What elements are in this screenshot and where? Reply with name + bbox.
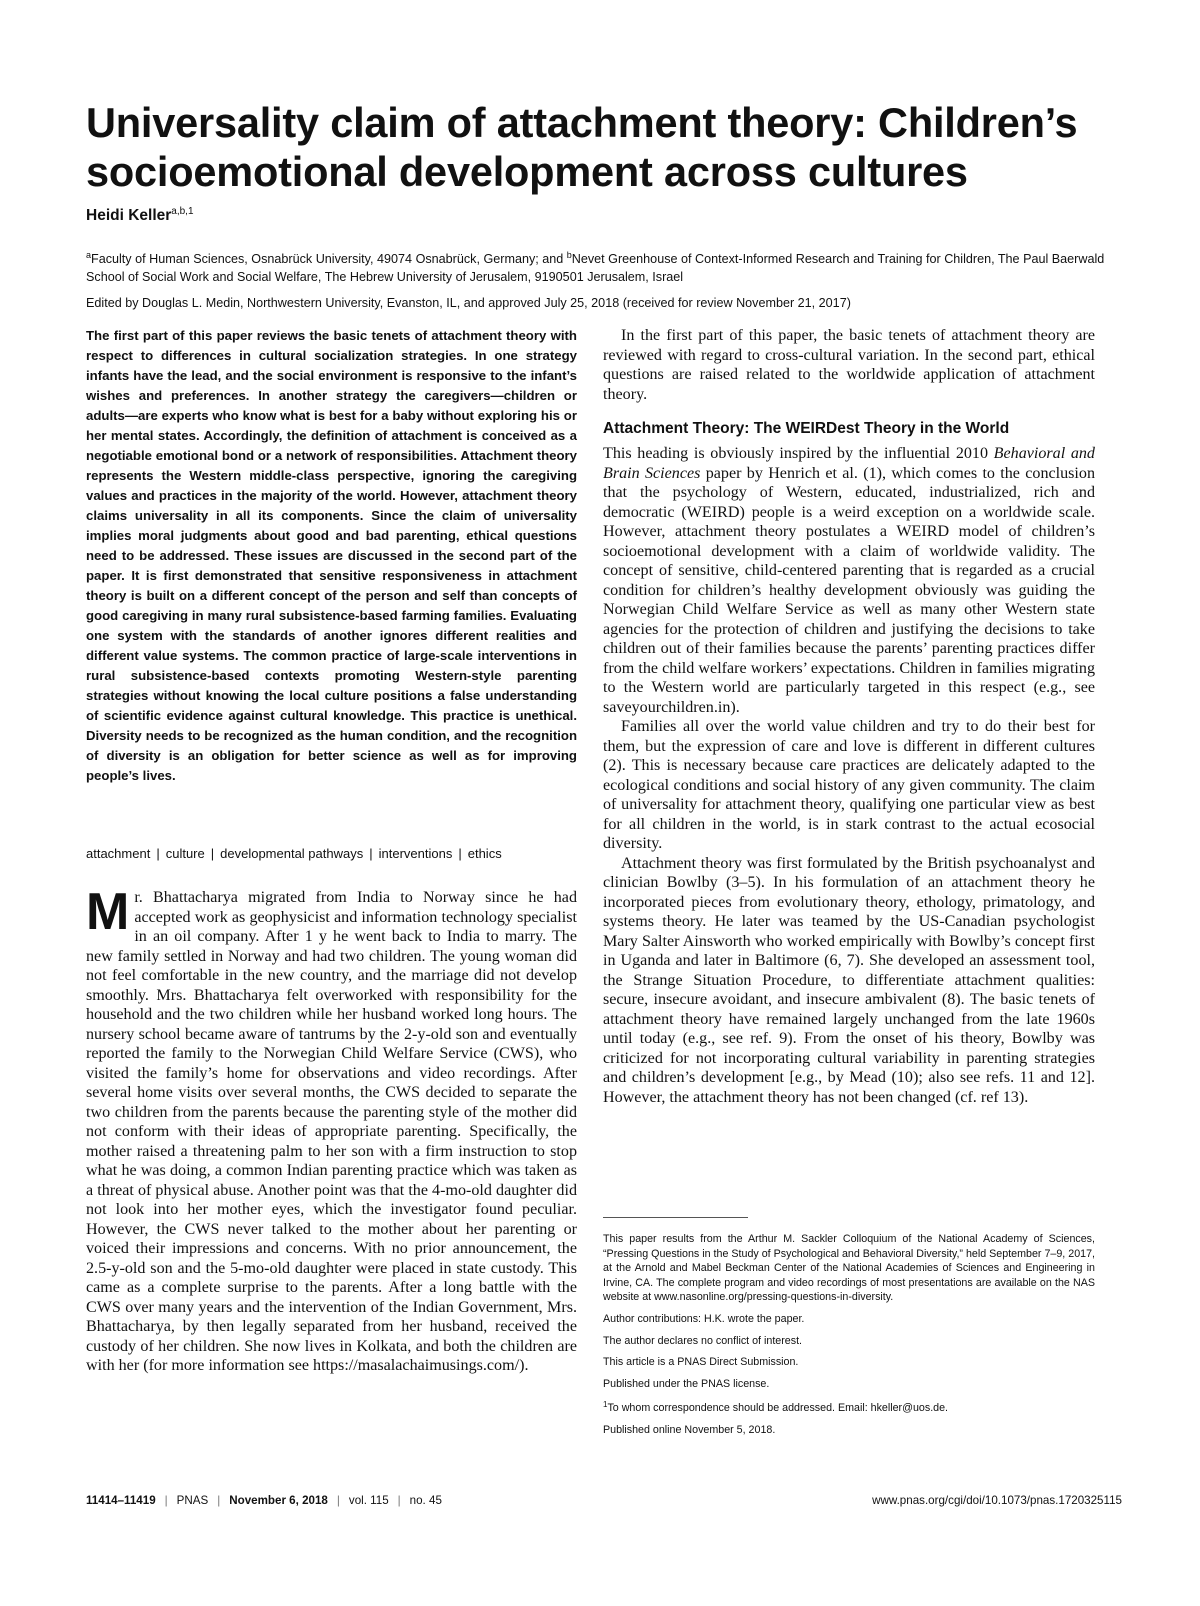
footer-volume: vol. 115 [348,1494,389,1507]
author-line [86,206,194,225]
affiliation-a-mark: a [86,250,92,260]
body-text: This heading is obviously inspired by the influential 2010 [603,445,994,462]
footer-date: November 6, 2018 [229,1494,328,1507]
intro-story-paragraph [86,883,577,1376]
body-text: paper by Henrich et al. (1), which comes to the conclusion that the psychology of Western, educated, industrialized, rich and democratic (WEIRD) people is a weird exception on a worldwide scale. However, attachment theory postulates a WEIRD model of children’s socioemotional development with a claim of worldwide validity. The concept of sensitive, child-centered parenting that is regarded as a crucial condition for children’s healthy development obviously was guiding the Norwegian Child Welfare Service as well as many other Western state agencies for the protection of children and justifying the decisions to take children out of their families because the parents’ parenting practices differ from the child welfare workers’ expectations. Children in families migrating to the Western world are particularly targeted in this respect (e.g., see saveyourchildren.in). [603,464,1095,716]
body-paragraph: Attachment theory was first formulated by the British psychoanalyst and clinician Bowlby (3–5). In his formulation of an attachment theory he incorporated pieces from evolutionary theory, ethology, primatology, and systems theory. He later was teamed by the US-Canadian psychologist Mary Salter Ainsworth who worked empirically with Bowlby’s concept first in Uganda and later in Baltimore (6, 7). She developed an assessment tool, the Strange Situation Procedure, to differentiate attachment qualities: secure, insecure avoidant, and insecure ambivalent (8). The basic tenets of attachment theory have remained largely unchanged from the late 1960s until today (e.g., see ref. 9). From the onset of his theory, Bowlby was criticized for not incorporating cultural variability in parenting strategies and children’s development [e.g., by Mead (10); also see refs. 11 and 12]. However, the attachment theory has not been changed (cf. ref 13). [603,854,1095,1106]
section-heading: Attachment Theory: The WEIRDest Theory in the World [603,420,1010,437]
footnote-license: Published under the PNAS license. [603,1377,770,1390]
body-paragraph: Families all over the world value children and try to do their best for them, but the expression of care and love is different in different cultures (2). This is necessary because care practices are delicately adapted to the ecological conditions and social history of any given community. The claim of universality for attachment theory, qualifying one particular view as best for all children in the world, is in stark contrast to the actual ecosocial diversity. [603,718,1095,852]
footnote-conflict: The author declares no conflict of interest. [603,1334,803,1347]
correspondence-mark: 1 [603,1400,608,1410]
abstract: The first part of this paper reviews the basic tenets of attachment theory with respect to differences in cultural socialization strategies. In one strategy infants have the lead, and the social environment is responsive to the infant’s wishes and preferences. In another strategy the caregivers—children or adults—are experts who know what is best for a baby without exploring his or her mental states. Accordingly, the definition of attachment is conceived as a negotiable emotional bond or a network of responsibilities. Attachment theory represents the Western middle-class perspective, ignoring the caregiving values and practices in the majority of the world. However, attachment theory claims universality in all its components. Since the claim of universality implies moral judgments about good and bad parenting, ethical questions need to be addressed. These issues are discussed in the second part of the paper. It is first demonstrated that sensitive responsiveness in attachment theory is built on a different concept of the person and self than concepts of good caregiving in many rural subsistence-based farming families. Evaluating one system with the standards of another ignores different realities and different value systems. The common practice of large-scale interventions in rural subsistence-based contexts promoting Western-style parenting strategies without knowing the local culture positions a false understanding of scientific evidence against cultural knowledge. This practice is unethical. Diversity needs to be recognized as the human condition, and the recognition of diversity is an obligation for better science as well as for improving people’s lives. [86,328,577,783]
footnote-contributions: Author contributions: H.K. wrote the paper. [603,1312,805,1325]
footer-pages: 11414–11419 [86,1494,156,1507]
keyword-separator: | [210,846,215,861]
author-name: Heidi Keller [86,207,172,224]
footnote-colloquium: This paper results from the Arthur M. Sackler Colloquium of the National Academy of Sciences, “Pressing Questions in the Study of Psychological and Behavioral Diversity,” held September 7–9, 2017, at the Arnold and Mabel Beckman Center of the National Academies of Sciences and Engineering in Irvine, CA. The complete program and video recordings of most presentations are available on the NAS website at www.nasonline.org/pressing-questions-in-diversity. [603,1233,1095,1304]
footer-doi-link[interactable]: www.pnas.org/cgi/doi/10.1073/pnas.1720325115 [872,1494,1122,1507]
edited-by-line: Edited by Douglas L. Medin, Northwestern University, Evanston, IL, and approved July 25, 2018 (received for review November 21, 2017) [86,296,851,310]
footer-issue: no. 45 [409,1494,442,1507]
correspondence-text: To whom correspondence should be addressed. Email: hkeller@uos.de. [607,1402,949,1415]
affiliation-b: Nevet Greenhouse of Context-Informed Research and Training for Children, The Paul Baerwald School of Social Work and Social Welfare, The Hebrew University of Jerusalem, 9190501 Jerusalem, Israel [86,252,1105,284]
footer-separator: | [397,1494,401,1507]
keyword-separator: | [458,846,462,861]
footnote-published: Published online November 5, 2018. [603,1423,776,1436]
keyword: developmental pathways [220,846,364,861]
keyword-separator: | [369,846,373,861]
footer-journal: PNAS [176,1494,209,1507]
intro-summary-paragraph: In the first part of this paper, the basic tenets of attachment theory are reviewed with regard to cross-cultural variation. In the second part, ethical questions are raised related to the worldwide application of attachment theory. [603,327,1095,403]
footnote-divider [603,1217,748,1218]
footnote-submission: This article is a PNAS Direct Submission. [603,1356,799,1369]
footnote-correspondence [603,1398,1095,1416]
footer-separator: | [164,1494,168,1507]
affiliation-b-mark: b [566,250,572,260]
author-affiliation-marks: a,b,1 [171,206,194,217]
keywords [86,846,577,861]
footnotes [603,1232,1095,1445]
keyword: culture [165,846,205,861]
right-column [603,326,1095,1107]
keyword: attachment [86,846,151,861]
affiliations [86,246,1116,286]
footer-separator: | [217,1494,221,1507]
affiliation-a: Faculty of Human Sciences, Osnabrück University, 49074 Osnabrück, Germany; and [91,252,567,266]
keyword: ethics [467,846,502,861]
journal-name: Behavioral and Brain Sciences [603,445,1095,482]
body-paragraph [603,444,1095,717]
keyword: interventions [378,846,453,861]
intro-story-text: r. Bhattacharya migrated from India to Norway since he had accepted work as geophysicist and information technology specialist in an oil company. After 1 y he went back to India to marry. The new family settled in Norway and had two children. The young woman did not feel comfortable in the new country, and the marriage did not develop smoothly. Mrs. Bhattacharya felt overworked with responsibility for the household and the two children while her husband worked long hours. The nursery school became aware of tantrums by the 2-y-old son and eventually reported the family to the Norwegian Child Welfare Service (CWS), who visited the family’s home for observations and video recordings. After several home visits over several months, the CWS decided to separate the two children from the parents because the parenting style of the mother did not conform with their ideas of appropriate parenting. Specifically, the mother raised a threatening palm to her son with a firm instruction to stop what he was doing, a common Indian parenting practice which was taken as a threat of physical abuse. Another point was that the 4-mo-old daughter did not look into her mother eyes, which the investigator found peculiar. However, the CWS never talked to the mother about her parenting or voiced their impressions and concerns. With no prior announcement, the 2.5-y-old son and the 5-mo-old daughter were placed in state custody. This came as a complete surprise to the parents. After a long battle with the CWS over many years and the intervention of the Indian Government, Mrs. Bhattacharya, by then legally separated from her husband, received the custody of her children. She now lives in Kolkata, and both the children are with her (for more information see https://masalachaimusings.com/). [86,889,577,1374]
footer-separator: | [336,1494,340,1507]
footer-citation [86,1494,442,1507]
paper-title: Universality claim of attachment theory: Children’s socioemotional development across cultures [86,99,1078,195]
keyword-separator: | [156,846,160,861]
drop-cap: M [86,883,130,941]
